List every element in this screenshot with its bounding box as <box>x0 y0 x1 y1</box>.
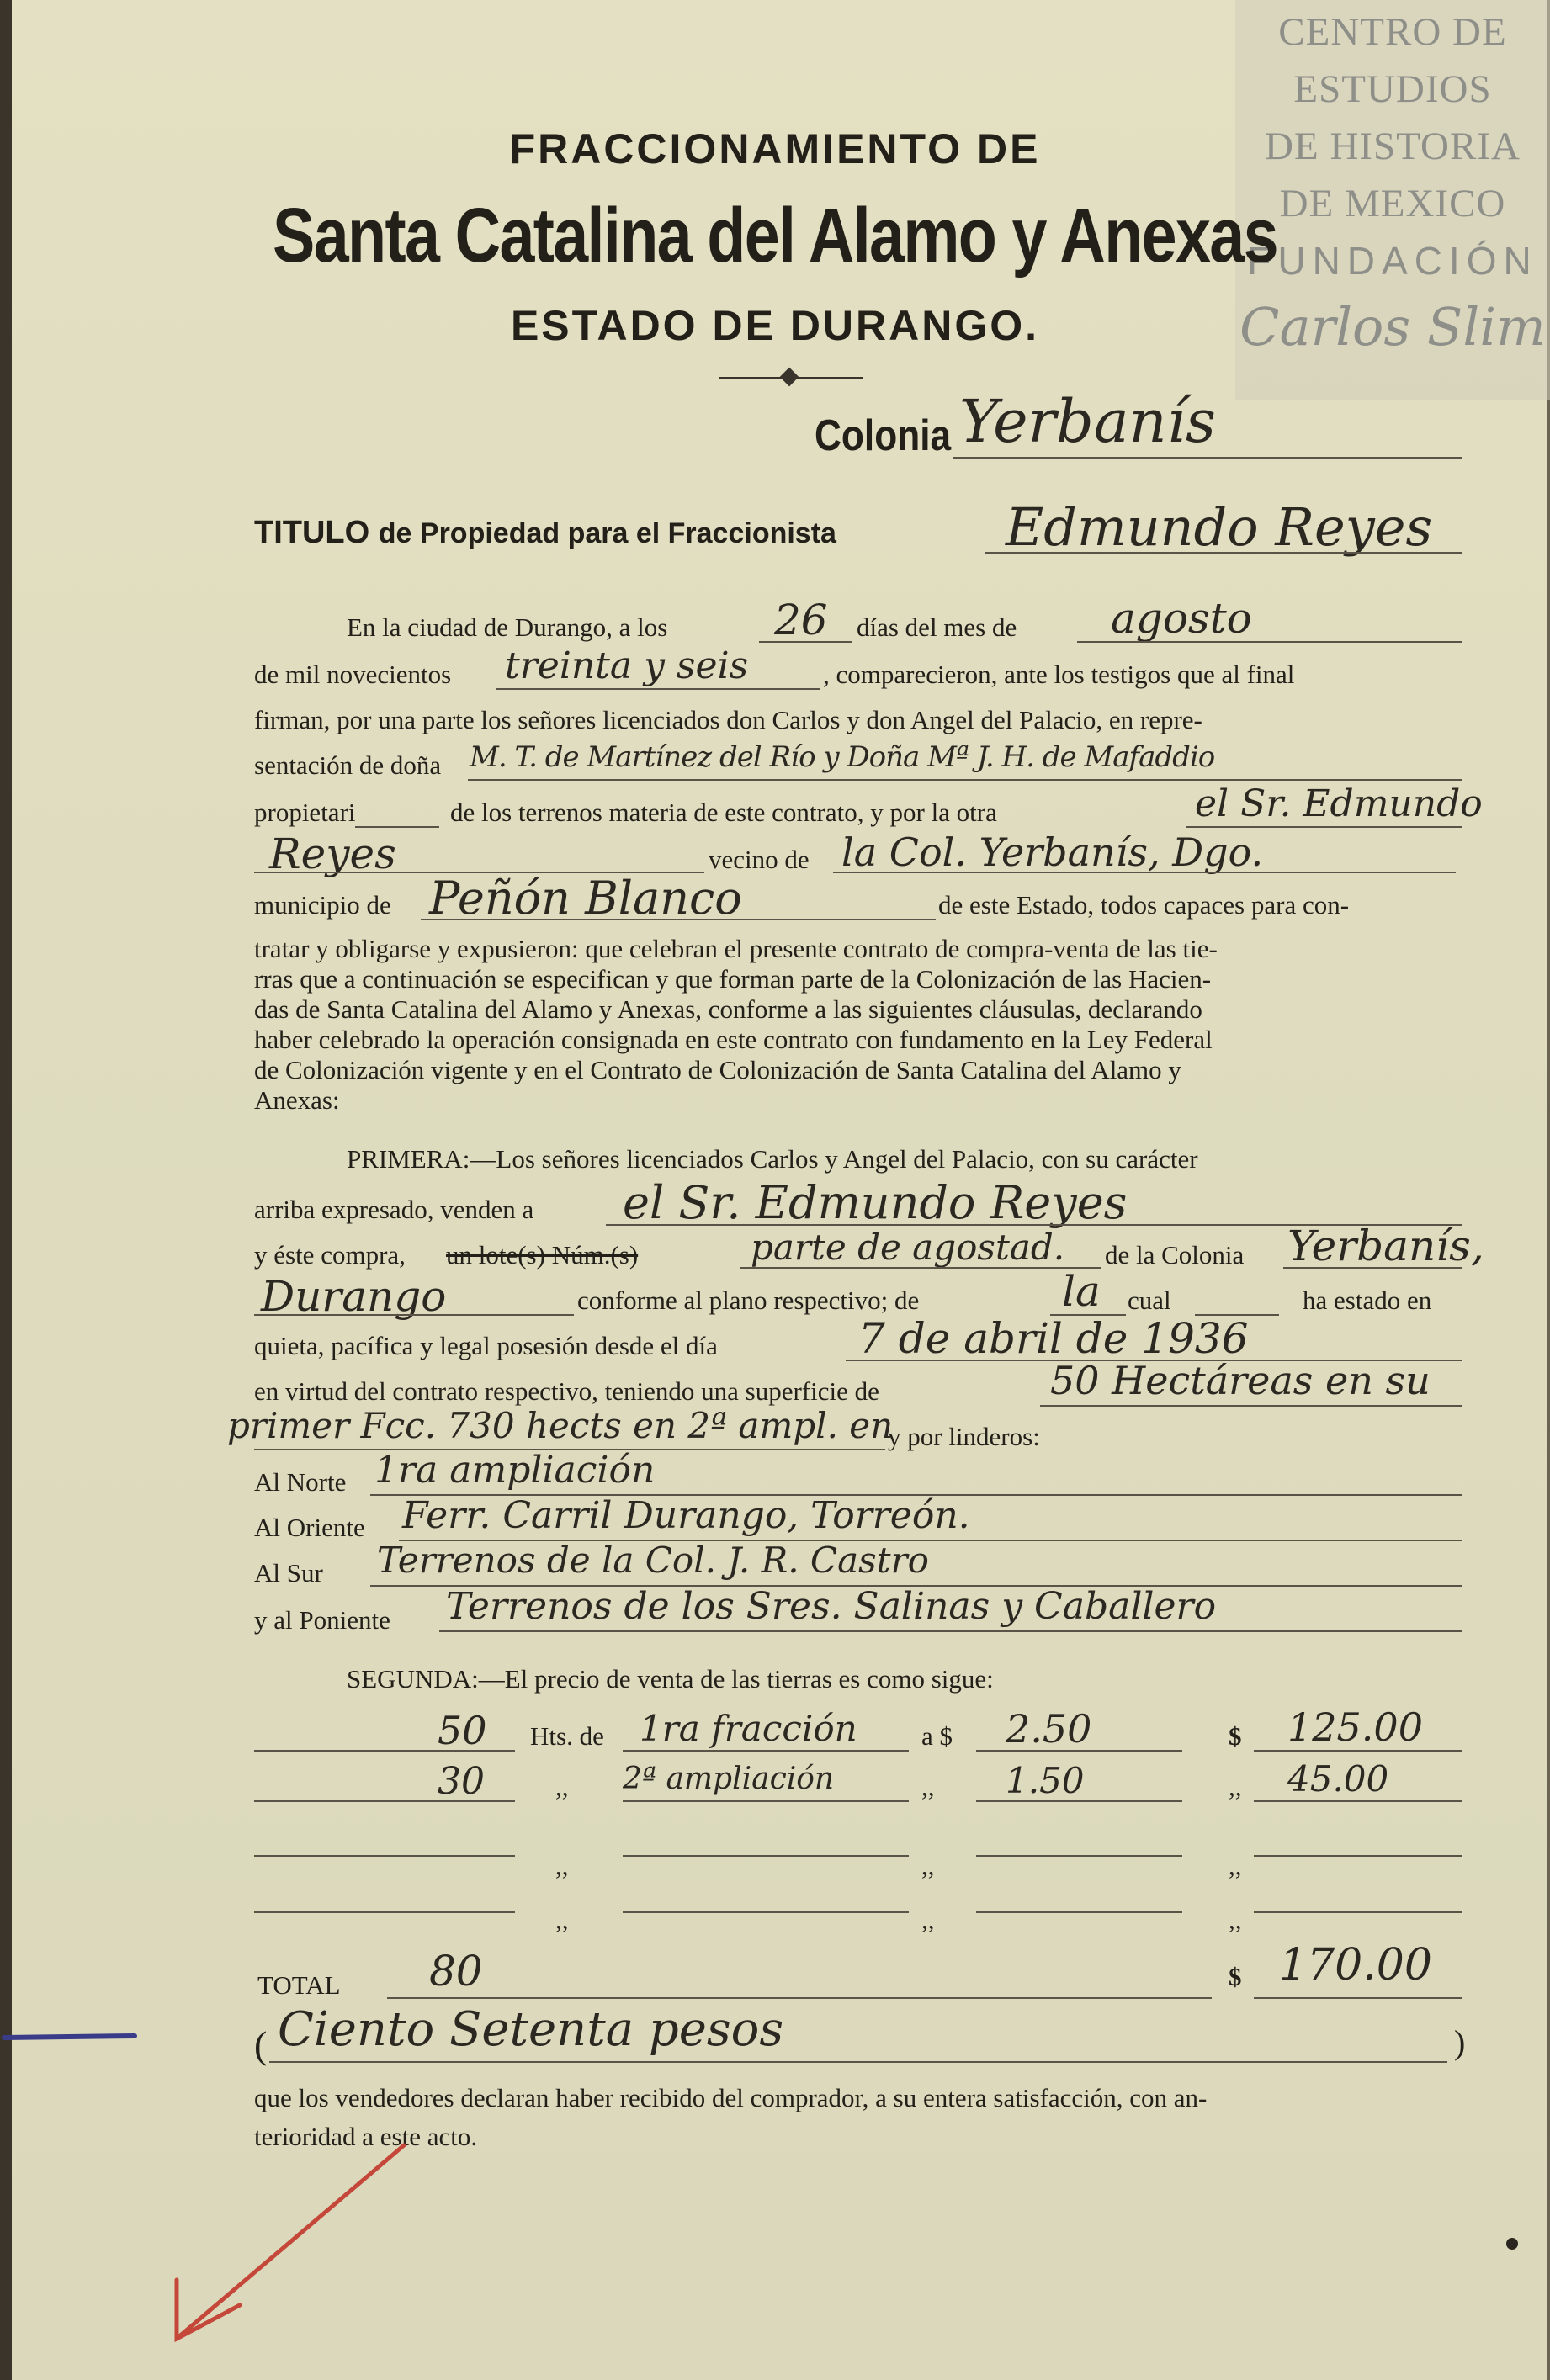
month-line <box>1077 641 1462 643</box>
price-row-line <box>1254 1911 1462 1913</box>
total-label: TOTAL <box>257 1970 341 2000</box>
segunda-text: SEGUNDA:—El precio de venta de las tierras es como sigue: <box>347 1664 994 1694</box>
lindero-poniente: Terrenos de los Sres. Salinas y Caballero <box>446 1585 1217 1628</box>
primera-text: quieta, pacífica y legal posesión desde el día <box>254 1331 718 1360</box>
primera-text: y éste compra, <box>254 1240 406 1270</box>
intro-buyer: el Sr. Edmundo <box>1195 782 1483 825</box>
buyer-line <box>1186 826 1462 828</box>
header-title: Santa Catalina del Alamo y Anexas <box>273 193 1277 278</box>
paragraph-line: Anexas: <box>254 1085 340 1115</box>
primera-buyer: el Sr. Edmundo Reyes <box>623 1176 1128 1229</box>
price-ditto: ,, <box>1229 1905 1242 1934</box>
title-holder: Edmundo Reyes <box>1006 496 1433 558</box>
primera-text: y por linderos: <box>888 1422 1040 1451</box>
header-line3: ESTADO DE DURANGO. <box>510 302 1040 349</box>
total-words: Ciento Setenta pesos <box>278 2002 784 2057</box>
intro-text: sentación de doña <box>254 750 442 780</box>
intro-paragraph <box>254 934 1466 1116</box>
colonia3-line <box>254 1314 574 1316</box>
intro-text: firman, por una parte los señores licenciados don Carlos y don Angel del Palacio, en repre- <box>254 705 1202 734</box>
propietari-line <box>355 826 439 828</box>
price-ditto: ,, <box>555 1851 569 1880</box>
superficie-line <box>1040 1405 1462 1407</box>
price-total: 45.00 <box>1287 1758 1389 1800</box>
price-ditto: ,, <box>555 1772 569 1801</box>
colonia-value: Yerbanís <box>959 387 1216 456</box>
price-hts-label: Hts. de <box>530 1721 604 1751</box>
primera-text: arriba expresado, venden a <box>254 1195 534 1224</box>
primera-text: de la Colonia <box>1105 1240 1245 1270</box>
primera-fecha: 7 de abril de 1936 <box>858 1314 1249 1363</box>
price-row-line <box>976 1911 1182 1913</box>
stamp-foundation: FUNDACIÓN <box>1247 239 1538 283</box>
paragraph-line: tratar y obligarse y expusieron: que celebran el presente contrato de compra-venta de las tie- <box>254 934 1218 963</box>
red-check-mark <box>160 2137 412 2347</box>
holder-line <box>985 552 1462 554</box>
header-line1: FRACCIONAMIENTO DE <box>509 125 1041 172</box>
intro-buyer2: Reyes <box>269 830 396 878</box>
price-ditto: ,, <box>921 1772 935 1801</box>
primera-cual: la <box>1062 1267 1101 1316</box>
paragraph-line: das de Santa Catalina del Alamo y Anexas, conforme a las siguientes cláusulas, declarando <box>254 994 1202 1024</box>
price-ditto: ,, <box>921 1851 935 1880</box>
price-unit: 2.50 <box>1006 1706 1092 1752</box>
price-row-line <box>976 1855 1182 1857</box>
price-row-line <box>254 1911 515 1913</box>
primera-text: en virtud del contrato respectivo, teniendo una superficie de <box>254 1376 879 1406</box>
price-unit: 1.50 <box>1006 1760 1085 1801</box>
segunda-text: que los vendedores declaran haber recibido del comprador, a su entera satisfacción, con an- <box>254 2083 1208 2112</box>
price-ditto: ,, <box>1229 1851 1242 1880</box>
intro-text: , comparecieron, ante los testigos que al final <box>823 660 1295 689</box>
lindero-oriente: Ferr. Carril Durango, Torreón. <box>402 1494 970 1537</box>
title-line <box>254 515 836 551</box>
paragraph-line: haber celebrado la operación consignada en este contrato con fundamento en la Ley Federal <box>254 1025 1213 1054</box>
primera-colonia: Yerbanís, <box>1287 1222 1484 1270</box>
intro-text: de mil novecientos <box>254 660 452 689</box>
intro-municipio: Peñón Blanco <box>429 872 742 925</box>
stamp-line: ESTUDIOS <box>1293 67 1492 111</box>
intro-day: 26 <box>774 596 828 644</box>
price-row-line <box>1254 1855 1462 1857</box>
lindero-sur: Terrenos de la Col. J. R. Castro <box>377 1540 929 1581</box>
intro-vecino: la Col. Yerbanís, Dgo. <box>841 830 1264 875</box>
primera-superficie: 50 Hectáreas en su <box>1050 1358 1431 1403</box>
represented-line <box>468 779 1462 781</box>
colonia2-line <box>1283 1267 1462 1269</box>
lindero-label: Al Norte <box>254 1467 347 1497</box>
words-close-paren: ) <box>1454 2023 1466 2061</box>
municipio-line <box>421 919 936 920</box>
objeto-line <box>740 1267 1101 1269</box>
title-bold: TITULO <box>254 515 370 550</box>
price-total: 125.00 <box>1287 1704 1423 1750</box>
primera-colonia2: Durango <box>261 1272 447 1321</box>
vecino-line <box>833 872 1456 873</box>
stamp-line: DE MEXICO <box>1279 182 1506 225</box>
total-dollar: $ <box>1229 1962 1242 1991</box>
intro-month: agosto <box>1111 594 1252 643</box>
words-open-paren: ( <box>254 2023 268 2066</box>
paragraph-line: de Colonización vigente y en el Contrato de Colonización de Santa Catalina del Alamo y <box>254 1055 1181 1084</box>
intro-year: treinta y seis <box>505 644 749 687</box>
lindero-label: y al Poniente <box>254 1605 390 1635</box>
stamp-signature: Carlos Slim <box>1239 296 1546 358</box>
price-row-line <box>254 1855 515 1857</box>
price-row-line <box>976 1750 1182 1752</box>
price-row-line <box>623 1800 909 1802</box>
intro-text: municipio de <box>254 890 391 920</box>
colonia-line <box>953 457 1462 459</box>
price-qty: 50 <box>438 1708 487 1753</box>
price-a-label: a $ <box>921 1721 953 1751</box>
total-qty: 80 <box>429 1947 483 1996</box>
segunda-text: terioridad a este acto. <box>254 2122 478 2151</box>
day-line <box>759 641 852 643</box>
year-line <box>496 688 820 690</box>
blue-pencil-mark <box>0 2019 143 2053</box>
total-line <box>387 1997 1212 1999</box>
primera-text: cual <box>1128 1285 1171 1315</box>
price-row-line <box>623 1911 909 1913</box>
price-row-line <box>976 1800 1182 1802</box>
colonia-label: Colonia <box>815 411 952 460</box>
price-row-line <box>623 1750 909 1752</box>
price-desc: 2ª ampliación <box>623 1762 835 1796</box>
intro-text: En la ciudad de Durango, a los <box>347 612 668 642</box>
intro-text: vecino de <box>709 845 810 874</box>
primera-text: conforme al plano respectivo; de <box>577 1285 920 1315</box>
price-ditto: ,, <box>1229 1772 1242 1801</box>
lindero-label: Al Sur <box>254 1558 323 1588</box>
intro-text: de los terrenos materia de este contrato, y por la otra <box>450 798 997 827</box>
total-line <box>1254 1997 1462 1999</box>
price-row-line <box>623 1855 909 1857</box>
price-row-line <box>1254 1800 1462 1802</box>
stamp-line: CENTRO DE <box>1278 10 1507 54</box>
paragraph-line: rras que a continuación se especifican y que forman parte de la Colonización de las Hacien- <box>254 964 1212 994</box>
lindero-label: Al Oriente <box>254 1513 365 1542</box>
ornament-diamond <box>780 368 799 387</box>
price-ditto: ,, <box>555 1905 569 1934</box>
intro-text: de este Estado, todos capaces para con- <box>938 890 1350 920</box>
ink-dot <box>1506 2238 1518 2250</box>
primera-text: ha estado en <box>1303 1285 1432 1315</box>
primera-superficie2: primer Fcc. 730 hects en 2ª ampl. en <box>227 1405 894 1446</box>
price-desc: 1ra fracción <box>640 1708 857 1749</box>
total-amount: 170.00 <box>1279 1940 1432 1990</box>
poniente-line <box>439 1630 1462 1632</box>
primera-struck: un lote(s) Núm.(s) <box>446 1240 639 1270</box>
words-line <box>269 2061 1447 2063</box>
price-dollar: $ <box>1229 1721 1242 1751</box>
price-row-line <box>1254 1750 1462 1752</box>
intro-text: propietari <box>254 798 356 827</box>
stamp-line: DE HISTORIA <box>1265 125 1521 168</box>
primera-objeto: parte de agostad. <box>751 1227 1065 1268</box>
price-qty: 30 <box>438 1760 485 1803</box>
title-rest: de Propiedad para el Fraccionista <box>378 517 836 549</box>
price-ditto: ,, <box>921 1905 935 1934</box>
intro-represented: M. T. de Martínez del Río y Doña Mª J. H. de Mafaddio <box>470 740 1215 774</box>
primera-text: PRIMERA:—Los señores licenciados Carlos y Angel del Palacio, con su carácter <box>347 1144 1198 1174</box>
lindero-norte: 1ra ampliación <box>374 1449 656 1492</box>
intro-text: días del mes de <box>857 612 1017 642</box>
